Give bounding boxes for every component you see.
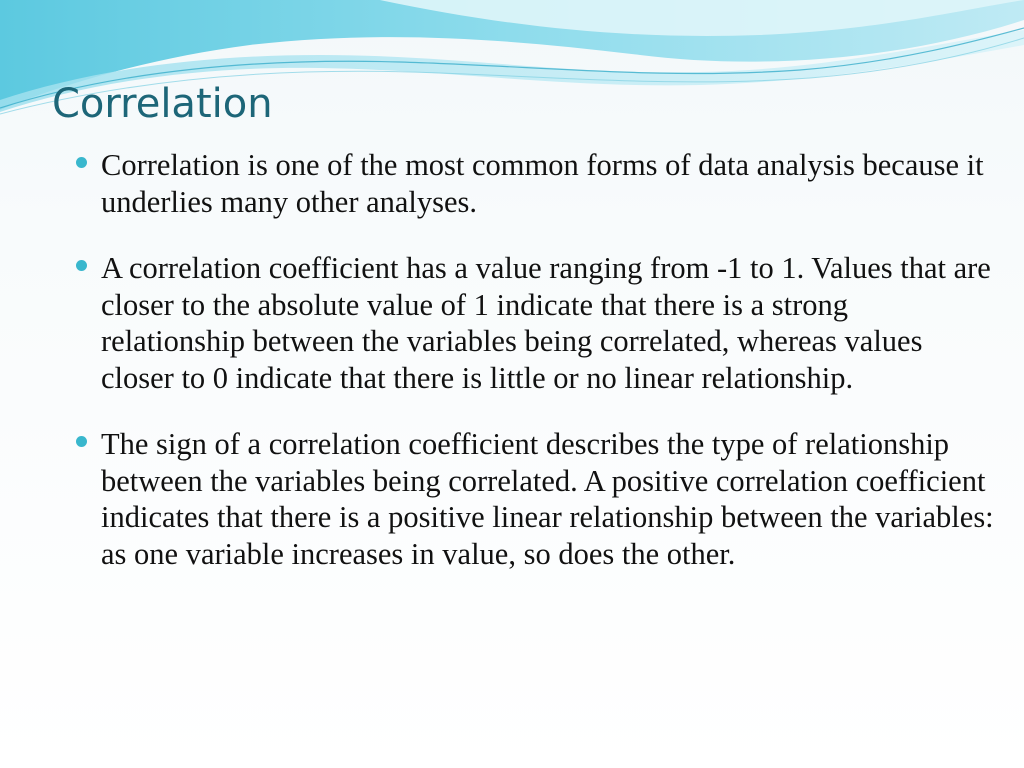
slide-title: Correlation bbox=[52, 81, 273, 127]
bullet-text-3: The sign of a correlation coefficient describes the type of relationship between the variables being correlated. A positive correlation coefficient indicates that there is a positive linear relationship between the variables: as one variable increases in value, so does the other. bbox=[101, 427, 994, 571]
bullet-dot-icon bbox=[76, 436, 87, 447]
bullet-text-2: A correlation coefficient has a value ranging from -1 to 1. Values that are closer to the absolute value of 1 indicate that there is a strong relationship between the variables being correlated, whereas values closer to 0 indicate that there is little or no linear relationship. bbox=[101, 251, 991, 395]
bullet-dot-icon bbox=[76, 260, 87, 271]
bullet-item-1 bbox=[76, 147, 996, 220]
bullet-text-1: Correlation is one of the most common forms of data analysis because it underlies many other analyses. bbox=[101, 148, 984, 219]
bullet-item-3 bbox=[76, 426, 996, 572]
bullet-list bbox=[76, 147, 996, 602]
bullet-dot-icon bbox=[76, 157, 87, 168]
bullet-item-2 bbox=[76, 250, 996, 396]
